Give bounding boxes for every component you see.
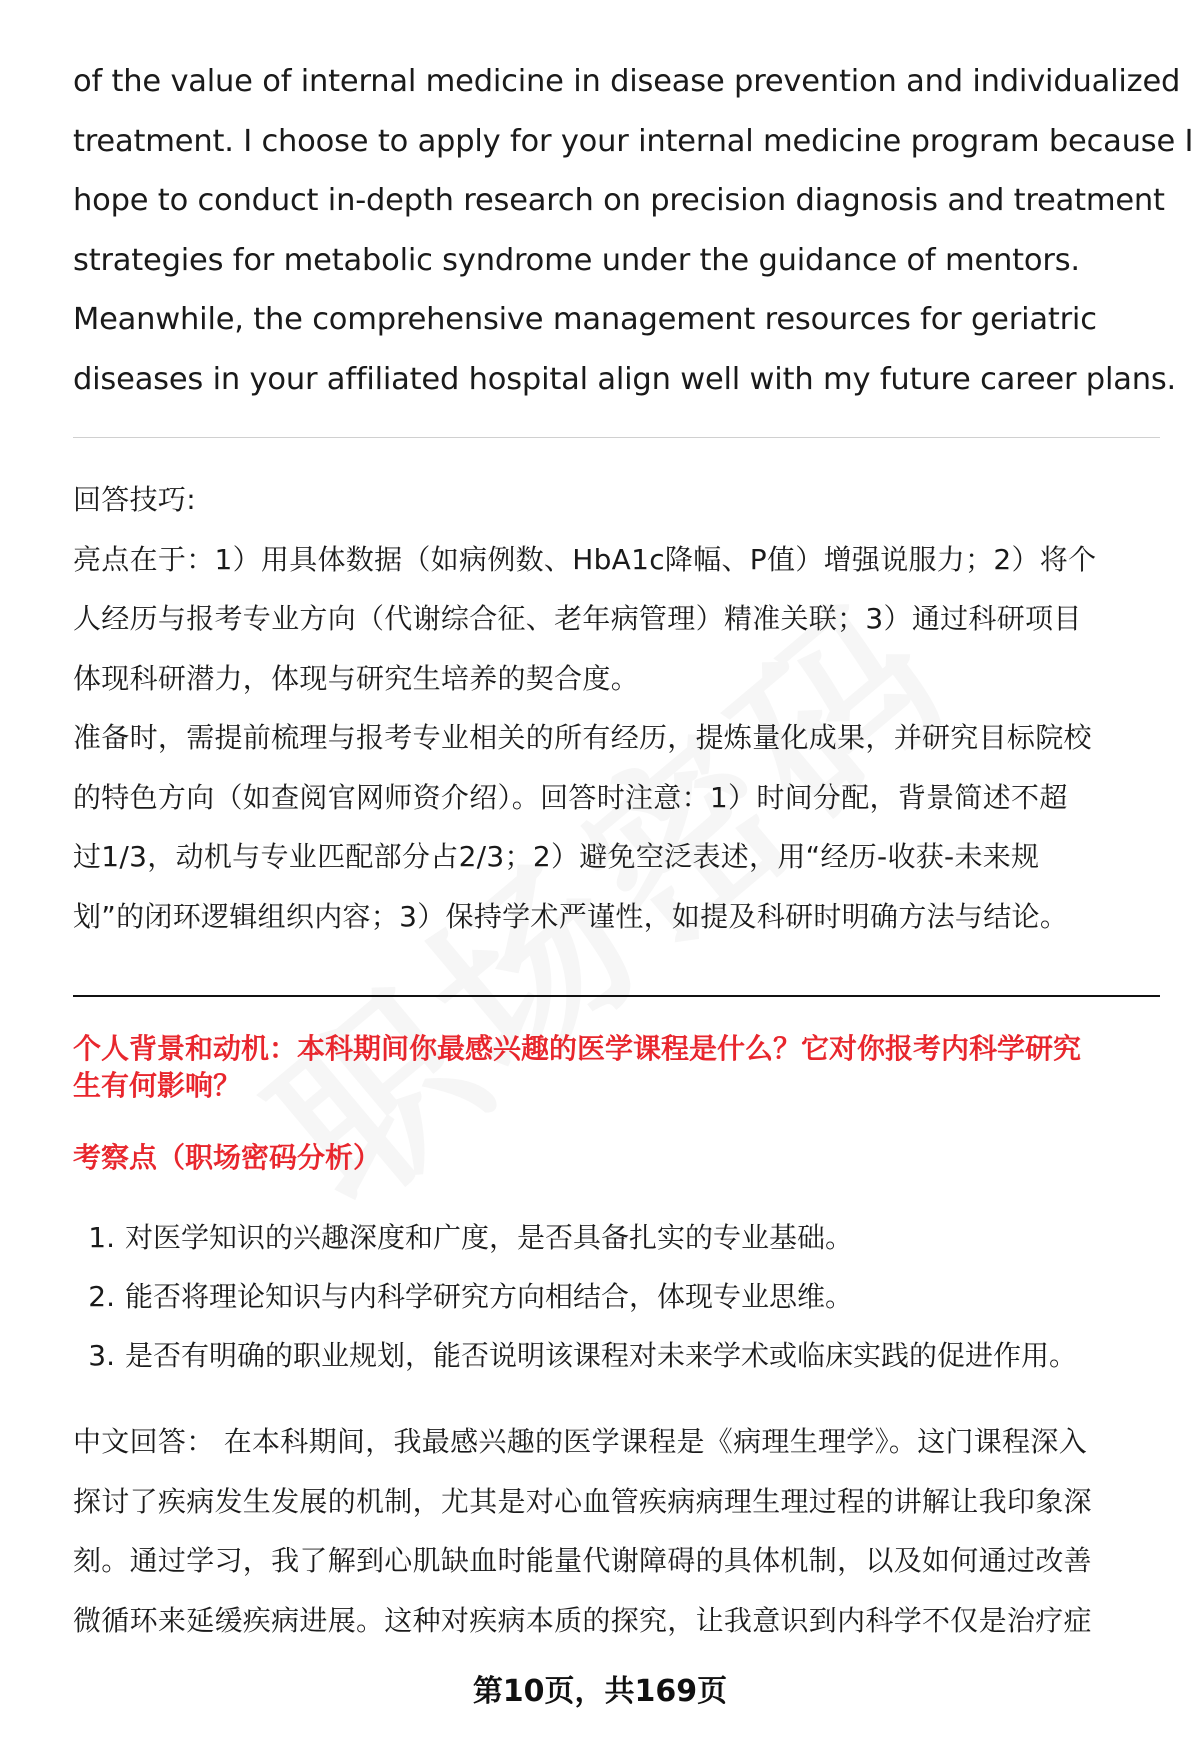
list-number: 3.	[88, 1339, 115, 1372]
section-divider	[73, 995, 1160, 997]
answer-line: 微循环来延缓疾病进展。这种对疾病本质的探究，让我意识到内科学不仅是治疗症	[73, 1603, 1092, 1637]
list-item	[73, 1267, 1160, 1326]
answer-line: 刻。通过学习，我了解到心肌缺血时能量代谢障碍的具体机制，以及如何通过改善	[73, 1544, 1092, 1577]
list-item	[73, 1208, 1160, 1267]
list-text: 对医学知识的兴趣深度和广度，是否具备扎实的专业基础。	[125, 1221, 854, 1254]
analysis-points	[73, 1208, 1160, 1385]
list-item	[73, 1326, 1160, 1385]
answer-line: 中文回答： 在本科期间，我最感兴趣的医学课程是《病理生理学》。这门课程深入	[73, 1425, 1088, 1458]
answer-section	[73, 1412, 1160, 1650]
english-line: Meanwhile, the comprehensive management resources for geriatric	[73, 302, 1097, 337]
list-text: 是否有明确的职业规划，能否说明该课程对未来学术或临床实践的促进作用。	[125, 1339, 1078, 1372]
question-heading	[73, 1030, 1160, 1104]
analysis-label: 考察点（职场密码分析）	[73, 1141, 382, 1174]
tips-line: 亮点在于：1）用具体数据（如病例数、HbA1c降幅、P值）增强说服力；2）将个	[73, 542, 1097, 576]
question-heading-line: 生有何影响？	[73, 1069, 242, 1102]
tips-line: 划”的闭环逻辑组织内容；3）保持学术严谨性，如提及科研时明确方法与结论。	[73, 899, 1069, 933]
tips-line: 准备时，需提前梳理与报考专业相关的所有经历，提炼量化成果，并研究目标院校	[73, 721, 1092, 754]
question-heading-line: 个人背景和动机：本科期间你最感兴趣的医学课程是什么？它对你报考内科学研究	[73, 1032, 1082, 1065]
list-text: 能否将理论知识与内科学研究方向相结合，体现专业思维。	[125, 1280, 854, 1313]
tips-line: 的特色方向（如查阅官网师资介绍）。回答时注意：1）时间分配，背景简述不超	[73, 780, 1068, 814]
list-number: 2.	[88, 1280, 115, 1313]
answer-line: 探讨了疾病发生发展的机制，尤其是对心血管疾病病理生理过程的讲解让我印象深	[73, 1484, 1092, 1518]
tips-line: 人经历与报考专业方向（代谢综合征、老年病管理）精准关联；3）通过科研项目	[73, 602, 1082, 635]
english-line: hope to conduct in-depth research on precision diagnosis and treatment	[73, 183, 1165, 218]
english-line: treatment. I choose to apply for your internal medicine program because I	[73, 123, 1194, 159]
tips-section	[73, 470, 1160, 946]
analysis-label-block	[73, 1138, 1160, 1178]
tips-line: 过1/3，动机与专业匹配部分占2/3；2）避免空泛表述，用“经历-收获-未来规	[73, 840, 1040, 873]
english-paragraph	[73, 52, 1194, 409]
list-number: 1.	[88, 1221, 115, 1254]
divider	[73, 437, 1160, 438]
tips-line: 体现科研潜力，体现与研究生培养的契合度。	[73, 661, 640, 695]
tips-label: 回答技巧:	[73, 483, 196, 516]
page-number: 第10页，共169页	[472, 1674, 728, 1709]
english-line: strategies for metabolic syndrome under the guidance of mentors.	[73, 242, 1080, 278]
english-line: of the value of internal medicine in disease prevention and individualized	[73, 64, 1181, 99]
english-line: diseases in your affiliated hospital align well with my future career plans.	[73, 361, 1177, 397]
